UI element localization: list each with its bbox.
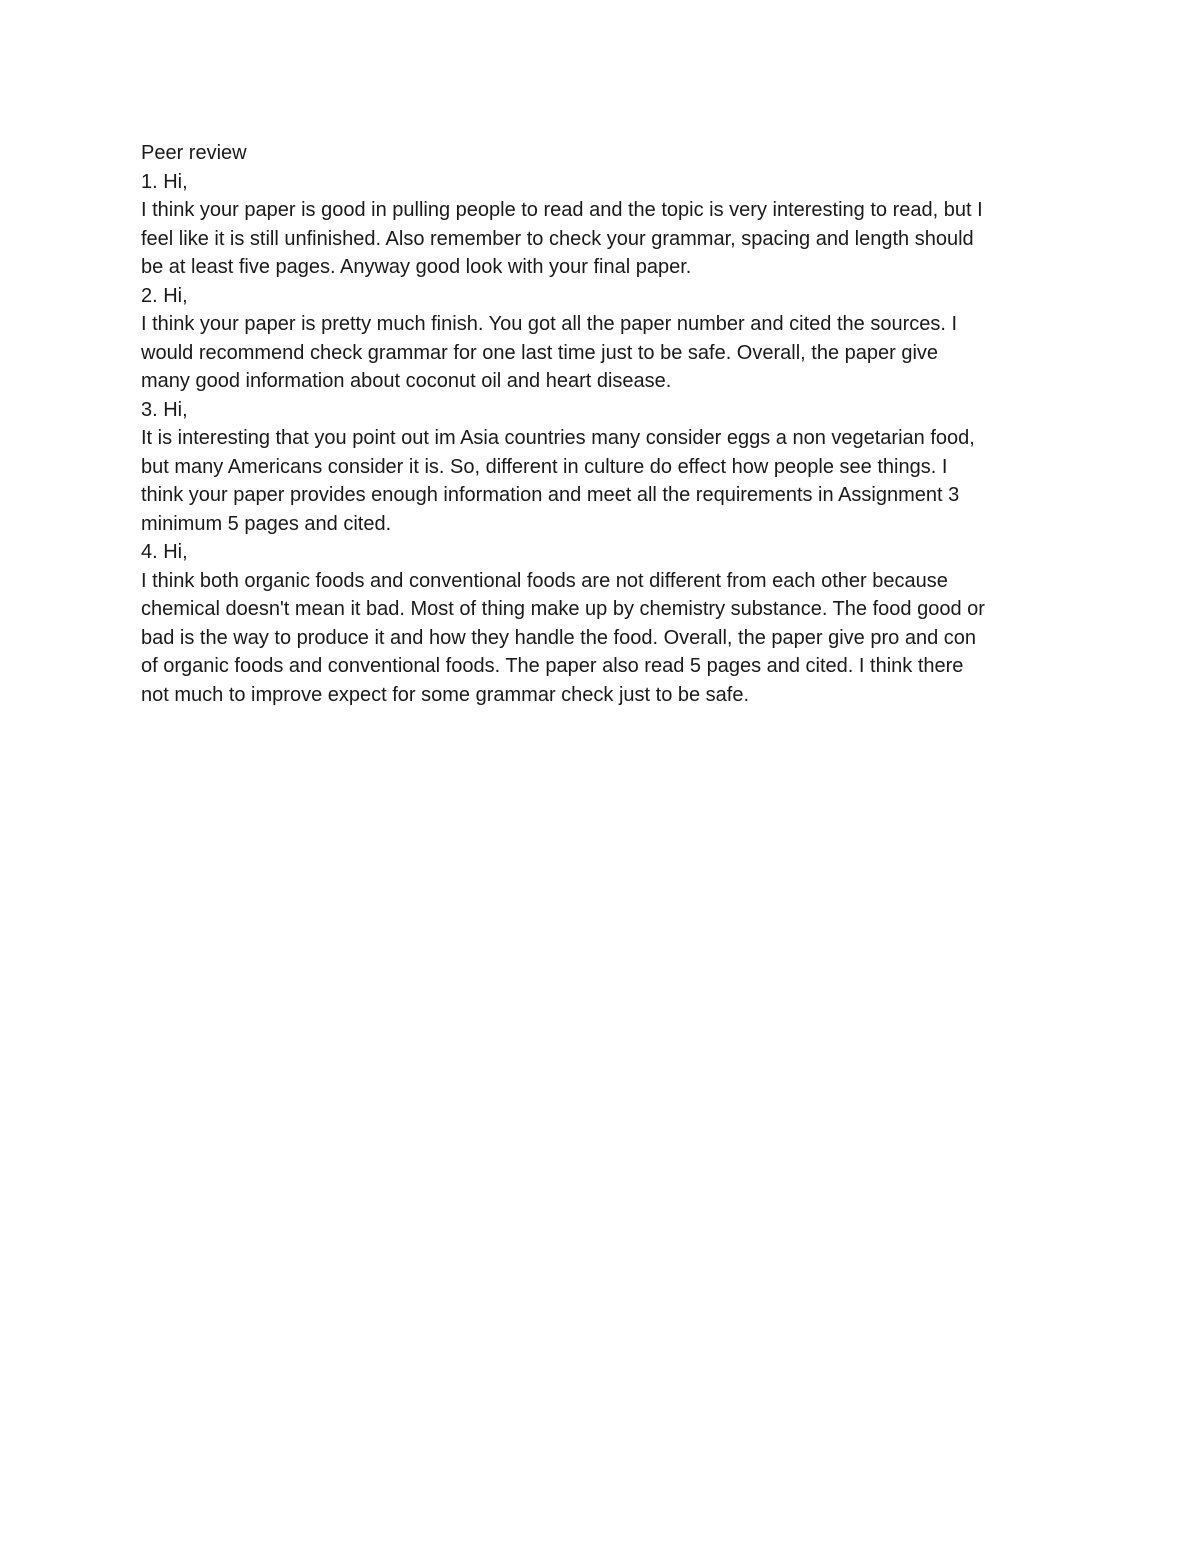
review-text-line: not much to improve expect for some grammar check just to be safe. xyxy=(141,683,750,706)
review-text-line: I think both organic foods and conventional foods are not different from each other because xyxy=(141,569,948,592)
document-title: Peer review xyxy=(141,142,247,164)
document-body xyxy=(141,139,1061,709)
review-heading: 3. Hi, xyxy=(141,398,188,421)
review-text-line: It is interesting that you point out im Asia countries many consider eggs a non vegetarian food, xyxy=(141,427,975,449)
review-text-line: think your paper provides enough information and meet all the requirements in Assignment 3 xyxy=(141,484,960,506)
review-item xyxy=(141,282,1061,396)
review-text-line: but many Americans consider it is. So, different in culture do effect how people see things. I xyxy=(141,455,948,478)
review-text-line: I think your paper is pretty much finish. You got all the paper number and cited the sources. I xyxy=(141,313,958,335)
review-heading: 1. Hi, xyxy=(141,170,188,193)
review-text-line: I think your paper is good in pulling people to read and the topic is very interesting to read, but I xyxy=(141,199,983,221)
review-text-line: many good information about coconut oil and heart disease. xyxy=(141,370,672,392)
review-text-line: of organic foods and conventional foods. The paper also read 5 pages and cited. I think there xyxy=(141,655,964,677)
review-text-line: chemical doesn't mean it bad. Most of thing make up by chemistry substance. The food good or xyxy=(141,598,985,620)
review-heading: 4. Hi, xyxy=(141,541,188,563)
review-text-line: bad is the way to produce it and how they handle the food. Overall, the paper give pro and con xyxy=(141,626,976,649)
review-heading: 2. Hi, xyxy=(141,284,188,307)
review-item xyxy=(141,396,1061,539)
review-text-line: minimum 5 pages and cited. xyxy=(141,512,392,535)
review-item xyxy=(141,538,1061,709)
review-text-line: feel like it is still unfinished. Also remember to check your grammar, spacing and length should xyxy=(141,227,974,250)
review-text-line: be at least five pages. Anyway good look with your final paper. xyxy=(141,256,692,278)
review-item xyxy=(141,168,1061,282)
review-text-line: would recommend check grammar for one last time just to be safe. Overall, the paper give xyxy=(141,341,939,364)
